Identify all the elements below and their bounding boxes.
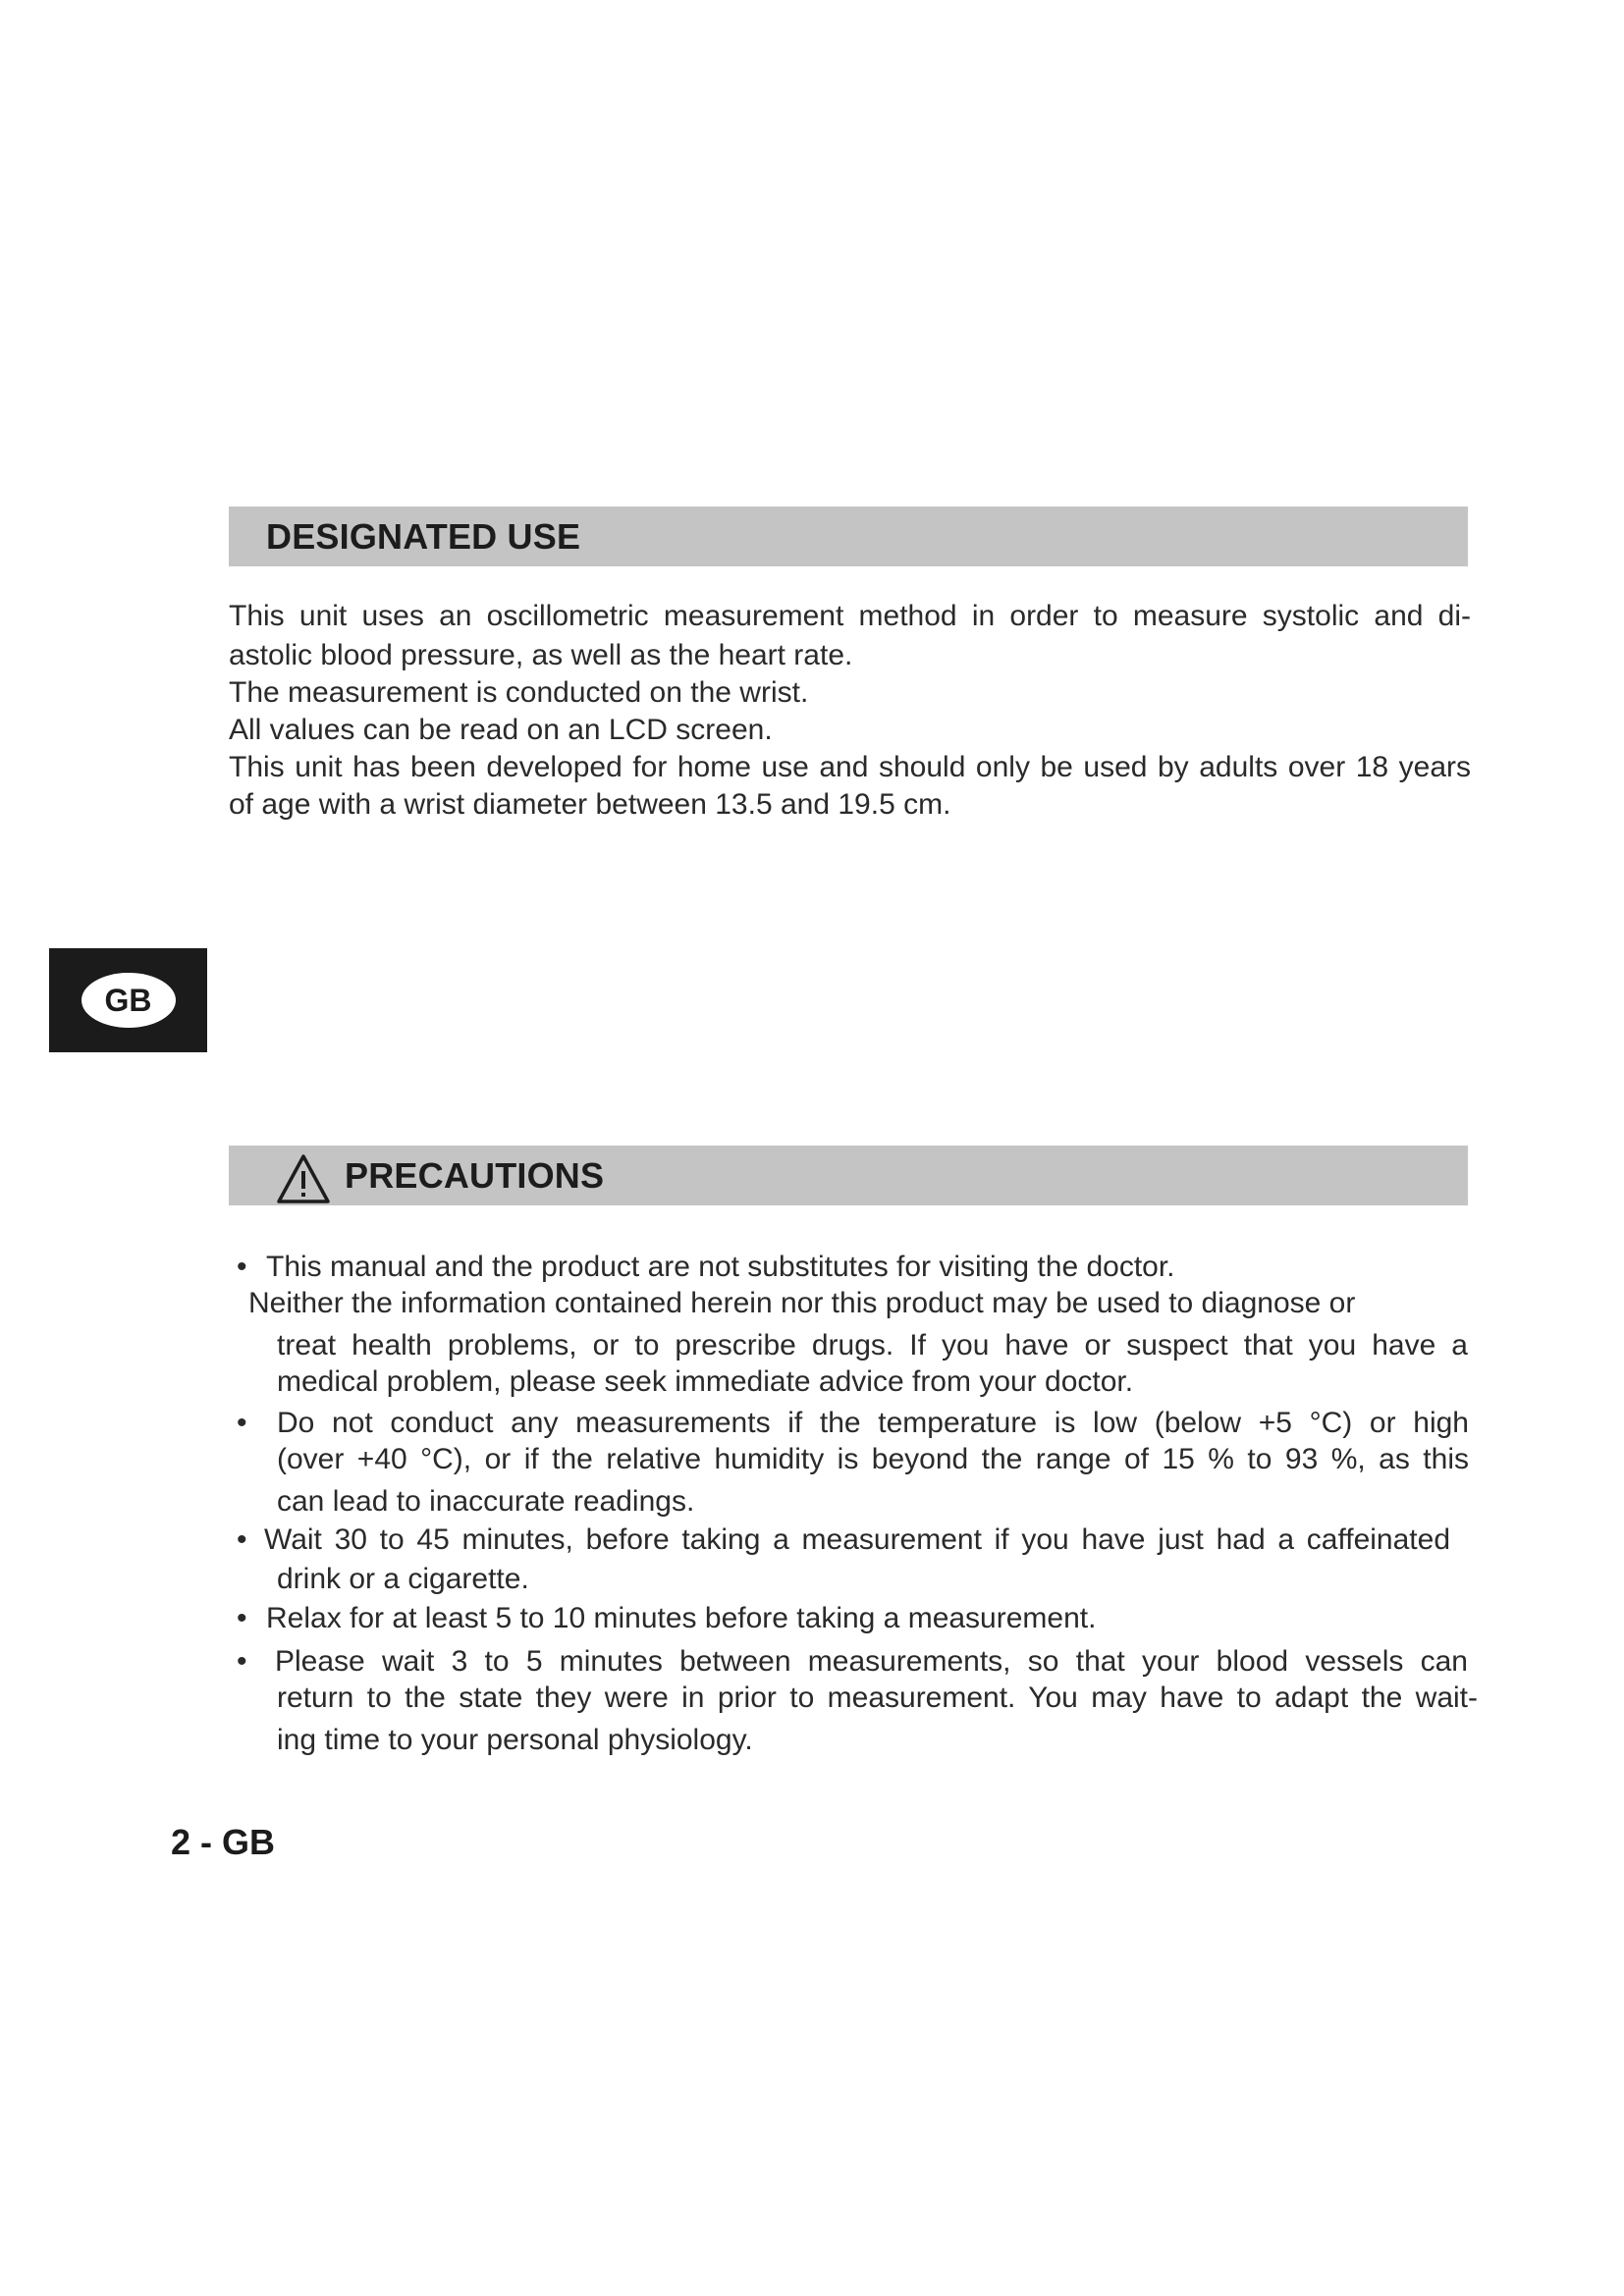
precaution-line: drink or a cigarette.	[277, 1563, 529, 1595]
precaution-line: (over +40 °C), or if the relative humidity is beyond the range of 15 % to 93 %, as this	[277, 1443, 1469, 1475]
precaution-line: Please wait 3 to 5 minutes between measurements, so that your blood vessels can	[275, 1645, 1468, 1678]
language-side-tab	[49, 948, 207, 1052]
designated-use-line: The measurement is conducted on the wrist.	[229, 676, 809, 709]
designated-use-line: of age with a wrist diameter between 13.5 and 19.5 cm.	[229, 788, 951, 821]
bullet-marker: •	[237, 1407, 247, 1439]
precaution-line: Relax for at least 5 to 10 minutes before taking a measurement.	[266, 1602, 1097, 1634]
precaution-line: can lead to inaccurate readings.	[277, 1485, 695, 1518]
bullet-marker: •	[237, 1645, 247, 1678]
designated-use-line: This unit has been developed for home use and should only be used by adults over 18 years	[229, 751, 1471, 783]
warning-triangle-icon	[276, 1153, 331, 1204]
page-number: 2 - GB	[171, 1822, 276, 1862]
bullet-marker: •	[237, 1251, 247, 1283]
precaution-line: treat health problems, or to prescribe drugs. If you have or suspect that you have a	[277, 1329, 1468, 1362]
designated-use-line: All values can be read on an LCD screen.	[229, 714, 773, 746]
precaution-line: Wait 30 to 45 minutes, before taking a measurement if you have just had a caffeinated	[264, 1523, 1450, 1556]
precautions-title: PRECAUTIONS	[345, 1154, 605, 1196]
precautions-header	[229, 1146, 1468, 1205]
designated-use-line: astolic blood pressure, as well as the heart rate.	[229, 639, 853, 671]
bullet-marker: •	[237, 1523, 247, 1556]
precaution-line: ing time to your personal physiology.	[277, 1724, 753, 1756]
precaution-line: Do not conduct any measurements if the temperature is low (below +5 °C) or high	[277, 1407, 1469, 1439]
designated-use-title: DESIGNATED USE	[266, 515, 581, 557]
bullet-marker: •	[237, 1602, 247, 1634]
designated-use-body	[229, 598, 1471, 824]
designated-use-line: This unit uses an oscillometric measurement method in order to measure systolic and di-	[229, 600, 1471, 632]
language-badge: GB	[81, 973, 176, 1028]
precaution-line: Neither the information contained herein nor this product may be used to diagnose or	[248, 1287, 1356, 1319]
designated-use-header	[229, 507, 1468, 566]
precaution-line: This manual and the product are not substitutes for visiting the doctor.	[266, 1251, 1175, 1283]
precaution-line: medical problem, please seek immediate advice from your doctor.	[277, 1365, 1134, 1398]
precaution-line: return to the state they were in prior to measurement. You may have to adapt the wait-	[277, 1682, 1478, 1714]
